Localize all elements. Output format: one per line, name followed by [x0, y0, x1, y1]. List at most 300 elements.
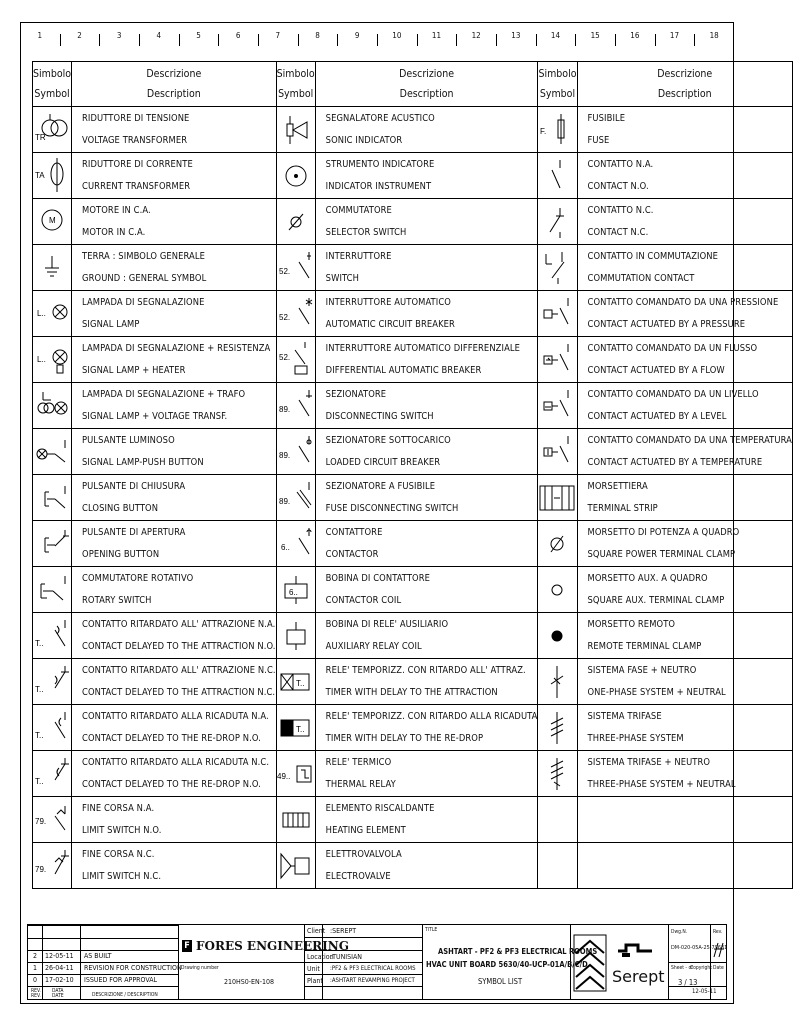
- ruler-number: 5: [196, 31, 201, 40]
- revision-date: 12-05-11: [45, 952, 74, 960]
- symbol-cell: [276, 337, 315, 383]
- header-description: Descrizione Description: [72, 62, 277, 107]
- title-block: [27, 924, 727, 1000]
- ruler-number: 10: [392, 31, 402, 40]
- description-cell: [577, 797, 792, 843]
- symbol-code-label: F.: [540, 126, 547, 136]
- symbol-cell: [276, 751, 315, 797]
- pressure-contact-icon: [538, 294, 576, 334]
- symbol-cell: [538, 337, 577, 383]
- description-italian: CONTATTO RITARDATO ALL' ATTRAZIONE N.A.: [82, 618, 276, 630]
- description-english: TIMER WITH DELAY TO THE ATTRACTION: [325, 686, 498, 698]
- revision-date: 26-04-11: [45, 964, 74, 972]
- fuse-disconnector-icon: [277, 478, 315, 518]
- description-english: INDICATOR INSTRUMENT: [325, 180, 432, 192]
- description-english: LOADED CIRCUIT BREAKER: [325, 456, 441, 468]
- ruler-number: 18: [709, 31, 719, 40]
- description-italian: TERRA : SIMBOLO GENERALE: [82, 250, 206, 262]
- column-ruler: [20, 30, 734, 46]
- description-italian: INTERRUTTORE AUTOMATICO: [325, 296, 451, 308]
- rev-label: Rev.: [713, 929, 723, 935]
- ruler-number: 12: [471, 31, 481, 40]
- company-logo-icon: F: [182, 940, 192, 952]
- circuit-breaker-icon: [277, 294, 315, 334]
- symbol-cell: [33, 521, 72, 567]
- symbol-cell: [538, 383, 577, 429]
- header-symbol: Simbolo Symbol: [33, 62, 72, 107]
- revision-rev: 2: [33, 952, 38, 960]
- description-english: CONTACT DELAYED TO THE RE-DROP N.O.: [82, 778, 261, 790]
- contact-no-icon: [538, 156, 576, 196]
- description-cell: [72, 521, 277, 567]
- ruler-tick: [655, 34, 656, 46]
- ruler-number: 9: [354, 31, 360, 40]
- client-label: Client: [307, 927, 326, 935]
- terminal-strip-icon: [538, 478, 576, 518]
- description-english: THREE-PHASE SYSTEM + NEUTRAL: [587, 778, 736, 790]
- description-english: [588, 866, 792, 888]
- commutation-contact-icon: [538, 248, 576, 288]
- ruler-tick: [377, 34, 378, 46]
- dwg-number: DM-020-05A-25-79631: [671, 945, 728, 951]
- description-cell: [577, 337, 792, 383]
- date-label: Date: [713, 965, 724, 971]
- switch-icon: [277, 248, 315, 288]
- limit-switch-no-icon: [33, 800, 71, 840]
- revision-rev: 0: [33, 976, 38, 984]
- load-break-switch-icon: [277, 432, 315, 472]
- description-italian: CONTATTO COMANDATO DA UNA PRESSIONE: [587, 296, 779, 308]
- symbol-code-label: 79.: [35, 864, 47, 874]
- description-english: CONTACT DELAYED TO THE RE-DROP N.O.: [82, 732, 261, 744]
- description-english: CONTACT N.C.: [587, 226, 649, 238]
- description-italian: BOBINA DI RELE' AUSILIARIO: [325, 618, 449, 630]
- sonic-indicator-icon: [277, 110, 315, 150]
- description-italian: MORSETTO DI POTENZA A QUADRO: [587, 526, 740, 538]
- symbol-cell: [538, 291, 577, 337]
- symbol-cell: [33, 567, 72, 613]
- description-cell: [315, 751, 538, 797]
- symbol-code-label: L..: [37, 354, 46, 364]
- signal-lamp-transformer-icon: [33, 386, 71, 426]
- table-row: [33, 429, 793, 475]
- symbol-cell: [538, 153, 577, 199]
- description-cell: [315, 429, 538, 475]
- description-english: OPENING BUTTON: [82, 548, 160, 560]
- client-value: :SEREPT: [330, 927, 357, 935]
- description-italian: CONTATTO COMANDATO DA UNA TEMPERATURA: [587, 434, 792, 446]
- revision-marks-icon: [712, 939, 726, 959]
- symbol-code-label: TR: [35, 132, 46, 142]
- description-italian: CONTATTO N.A.: [587, 158, 654, 170]
- description-cell: [315, 337, 538, 383]
- description-cell: [315, 567, 538, 613]
- description-italian: SISTEMA TRIFASE: [587, 710, 662, 722]
- symbol-cell: [538, 107, 577, 153]
- description-english: CONTACT ACTUATED BY A TEMPERATURE: [587, 456, 763, 468]
- serept-logo-icon: [616, 937, 656, 959]
- symbol-cell: [538, 521, 577, 567]
- description-english: CONTACT N.O.: [587, 180, 649, 192]
- table-row: [33, 567, 793, 613]
- table-header-row: [33, 62, 793, 107]
- description-cell: [315, 245, 538, 291]
- description-italian: MORSETTO REMOTO: [587, 618, 676, 630]
- description-cell: [577, 659, 792, 705]
- ruler-number: 15: [590, 31, 600, 40]
- description-english: LIMIT SWITCH N.O.: [82, 824, 162, 836]
- description-italian: RELE' TEMPORIZZ. CON RITARDO ALLA RICADUTA: [325, 710, 538, 722]
- symbol-cell: [538, 199, 577, 245]
- description-english: SQUARE POWER TERMINAL CLAMP: [587, 548, 736, 560]
- description-italian: COMMUTATORE ROTATIVO: [82, 572, 194, 584]
- title-line-1: ASHTART - PF2 & PF3 ELECTRICAL ROOMS: [438, 947, 598, 956]
- symbol-cell: [33, 107, 72, 153]
- serept-emblem-icon: [572, 933, 608, 993]
- description-italian: LAMPADA DI SEGNALAZIONE + RESISTENZA: [82, 342, 271, 354]
- symbol-code-label: T..: [35, 684, 44, 694]
- description-cell: [315, 383, 538, 429]
- description-italian: MORSETTIERA: [587, 480, 648, 492]
- selector-switch-icon: [277, 202, 315, 242]
- location-label: Location: [307, 953, 334, 961]
- description-italian: LAMPADA DI SEGNALAZIONE: [82, 296, 205, 308]
- symbol-table: [32, 61, 793, 889]
- description-italian: SEGNALATORE ACUSTICO: [325, 112, 435, 124]
- description-italian: CONTATTO IN COMMUTAZIONE: [587, 250, 719, 262]
- description-cell: [72, 383, 277, 429]
- ground-icon: [33, 248, 71, 288]
- symbol-cell: [538, 245, 577, 291]
- symbol-cell: [33, 751, 72, 797]
- temperature-contact-icon: [538, 432, 576, 472]
- contact-nc-icon: [538, 202, 576, 242]
- description-italian: ELETTROVALVOLA: [325, 848, 402, 860]
- description-english: ONE-PHASE SYSTEM + NEUTRAL: [587, 686, 726, 698]
- header-description: Descrizione Description: [577, 62, 792, 107]
- ruler-number: 16: [630, 31, 640, 40]
- symbol-cell: [276, 107, 315, 153]
- description-english: SELECTOR SWITCH: [325, 226, 407, 238]
- description-italian: INTERRUTTORE: [325, 250, 392, 262]
- symbol-code-label: 52.: [278, 352, 290, 362]
- description-english: CONTACT ACTUATED BY A PRESSURE: [587, 318, 746, 330]
- revision-desc: AS BUILT: [84, 952, 112, 960]
- table-row: [33, 245, 793, 291]
- three-phase-icon: [538, 708, 576, 748]
- ruler-number: 17: [669, 31, 680, 40]
- description-english: SIGNAL LAMP + HEATER: [82, 364, 186, 376]
- delayed-nc-icon: [33, 662, 71, 702]
- symbol-code-label: T..: [35, 776, 44, 786]
- table-row: [33, 153, 793, 199]
- description-italian: LAMPADA DI SEGNALAZIONE + TRAFO: [82, 388, 246, 400]
- plant-value: :ASHTART REVAMPING PROJECT: [330, 977, 415, 984]
- symbol-cell: [33, 337, 72, 383]
- delayed-no-icon: [33, 616, 71, 656]
- symbol-cell: [33, 797, 72, 843]
- symbol-code-label: L..: [37, 308, 46, 318]
- ruler-number: 6: [235, 31, 241, 40]
- symbol-code-label: T..: [35, 638, 44, 648]
- plant-label: Plant: [307, 977, 323, 985]
- symbol-cell: [276, 521, 315, 567]
- revision-desc: REVISION FOR CONSTRUCTION: [84, 964, 182, 972]
- description-english: ROTARY SWITCH: [82, 594, 152, 606]
- symbol-cell: [538, 475, 577, 521]
- date-header: DATA DATE: [52, 988, 64, 999]
- symbol-cell: [33, 843, 72, 889]
- symbol-code-label: 52.: [278, 266, 290, 276]
- contactor-icon: [277, 524, 315, 564]
- sheet-label: Sheet - of: [671, 965, 693, 971]
- header-symbol: Simbolo Symbol: [538, 62, 577, 107]
- description-cell: [72, 843, 277, 889]
- description-cell: [577, 383, 792, 429]
- description-italian: CONTATTO RITARDATO ALLA RICADUTA N.C.: [82, 756, 270, 768]
- description-italian: ELEMENTO RISCALDANTE: [325, 802, 435, 814]
- description-italian: CONTATTO COMANDATO DA UN LIVELLO: [587, 388, 759, 400]
- description-english: CONTACT DELAYED TO THE ATTRACTION N.C.: [82, 686, 276, 698]
- title-line-3: SYMBOL LIST: [478, 977, 523, 986]
- ruler-number: 8: [315, 31, 320, 40]
- aux-terminal-icon: [538, 570, 576, 610]
- symbol-cell: [538, 705, 577, 751]
- lamp-push-button-icon: [33, 432, 71, 472]
- symbol-cell: [276, 705, 315, 751]
- description-italian: BOBINA DI CONTATTORE: [325, 572, 431, 584]
- description-italian: RELE' TERMICO: [325, 756, 392, 768]
- drawing-number: 210HS0-EN-108: [224, 978, 275, 986]
- description-italian: SISTEMA FASE + NEUTRO: [587, 664, 697, 676]
- description-cell: [315, 705, 538, 751]
- table-row: [33, 337, 793, 383]
- signal-lamp-icon: [33, 294, 71, 334]
- symbol-cell: [33, 429, 72, 475]
- description-cell: [72, 659, 277, 705]
- ruler-tick: [99, 34, 100, 46]
- table-row: [33, 107, 793, 153]
- description-english: SIGNAL LAMP-PUSH BUTTON: [82, 456, 204, 468]
- three-phase-neutral-icon: [538, 754, 576, 794]
- voltage-transformer-icon: [33, 110, 71, 150]
- description-cell: [72, 153, 277, 199]
- description-cell: [577, 751, 792, 797]
- description-italian: FUSIBILE: [587, 112, 626, 124]
- signal-lamp-heater-icon: [33, 340, 71, 380]
- header-description: Descrizione Description: [315, 62, 538, 107]
- dwg-label: Dwg.N.: [671, 929, 688, 935]
- ruler-number: 14: [550, 31, 561, 40]
- level-contact-icon: [538, 386, 576, 426]
- symbol-cell: [33, 199, 72, 245]
- symbol-cell: [276, 659, 315, 705]
- description-cell: [72, 751, 277, 797]
- ruler-tick: [694, 34, 695, 46]
- symbol-cell: [33, 705, 72, 751]
- symbol-code-label: 89.: [278, 496, 290, 506]
- description-italian: FINE CORSA N.C.: [82, 848, 155, 860]
- ruler-tick: [60, 34, 61, 46]
- ruler-tick: [139, 34, 140, 46]
- description-cell: [577, 521, 792, 567]
- current-transformer-icon: [33, 156, 71, 196]
- symbol-cell: [538, 659, 577, 705]
- description-english: SONIC INDICATOR: [325, 134, 403, 146]
- description-english: HEATING ELEMENT: [325, 824, 406, 836]
- description-cell: [72, 199, 277, 245]
- description-cell: [315, 291, 538, 337]
- ruler-number: 3: [116, 31, 122, 40]
- description-cell: [72, 337, 277, 383]
- location-value: :TUNISIAN: [330, 953, 363, 961]
- description-english: CONTACT ACTUATED BY A LEVEL: [587, 410, 727, 422]
- symbol-cell: [276, 843, 315, 889]
- ruler-tick: [496, 34, 497, 46]
- symbol-code-label: 89.: [278, 404, 290, 414]
- title-line-2: HVAC UNIT BOARD 5630/40-UCP-01A/B/C/D: [426, 960, 588, 969]
- description-italian: PULSANTE DI APERTURA: [82, 526, 186, 538]
- symbol-code-label: 52.: [278, 312, 290, 322]
- ruler-tick: [615, 34, 616, 46]
- description-english: SIGNAL LAMP: [82, 318, 140, 330]
- description-italian: [588, 798, 792, 820]
- revision-date: 17-02-10: [45, 976, 74, 984]
- description-cell: [577, 245, 792, 291]
- ruler-number: 13: [511, 31, 521, 40]
- table-row: [33, 291, 793, 337]
- description-cell: [72, 291, 277, 337]
- description-cell: [72, 475, 277, 521]
- symbol-cell: [33, 613, 72, 659]
- symbol-code-label: T..: [295, 724, 305, 734]
- symbol-cell: [33, 659, 72, 705]
- description-italian: SEZIONATORE: [325, 388, 387, 400]
- description-cell: [315, 659, 538, 705]
- symbol-cell: [276, 245, 315, 291]
- description-english: AUXILIARY RELAY COIL: [325, 640, 422, 652]
- symbol-cell: [276, 475, 315, 521]
- description-english: CONTACT DELAYED TO THE ATTRACTION N.O.: [82, 640, 276, 652]
- description-italian: SEZIONATORE SOTTOCARICO: [325, 434, 451, 446]
- description-cell: [577, 107, 792, 153]
- revision-desc: ISSUED FOR APPROVAL: [84, 976, 158, 984]
- description-english: CONTACT ACTUATED BY A FLOW: [587, 364, 725, 376]
- ruler-tick: [575, 34, 576, 46]
- ruler-tick: [298, 34, 299, 46]
- description-italian: CONTATTO N.C.: [587, 204, 654, 216]
- description-cell: [315, 475, 538, 521]
- ruler-tick: [337, 34, 338, 46]
- description-italian: CONTATTO COMANDATO DA UN FLUSSO: [587, 342, 758, 354]
- relay-coil-icon: [277, 616, 315, 656]
- drop-delayed-nc-icon: [33, 754, 71, 794]
- table-row: [33, 843, 793, 889]
- symbol-cell: [538, 751, 577, 797]
- company-name: FORES ENGINEERING: [196, 939, 349, 953]
- description-english: MOTOR IN C.A.: [82, 226, 146, 238]
- description-cell: [577, 291, 792, 337]
- symbol-code-label: TA: [35, 170, 45, 180]
- rotary-switch-icon: [33, 570, 71, 610]
- closing-button-icon: [33, 478, 71, 518]
- description-cell: [315, 613, 538, 659]
- symbol-cell: [276, 291, 315, 337]
- description-english: FUSE: [587, 134, 610, 146]
- description-italian: SEZIONATORE A FUSIBILE: [325, 480, 436, 492]
- description-cell: [72, 107, 277, 153]
- description-italian: PULSANTE LUMINOSO: [82, 434, 175, 446]
- ruler-tick: [258, 34, 259, 46]
- symbol-code-label: 79.: [35, 816, 47, 826]
- symbol-code-label: 49..: [276, 771, 290, 781]
- description-cell: [315, 107, 538, 153]
- description-english: DISCONNECTING SWITCH: [325, 410, 434, 422]
- symbol-cell: [538, 613, 577, 659]
- unit-value: :PF2 & PF3 ELECTRICAL ROOMS: [330, 965, 416, 972]
- description-cell: [72, 567, 277, 613]
- symbol-cell: [276, 797, 315, 843]
- description-english: TIMER WITH DELAY TO THE RE-DROP: [325, 732, 484, 744]
- desc-header: DESCRIZIONE / DESCRIPTION: [92, 992, 158, 998]
- description-cell: [315, 521, 538, 567]
- description-cell: [577, 153, 792, 199]
- symbol-cell: [33, 153, 72, 199]
- description-cell: [315, 843, 538, 889]
- sheet-value: 3 / 13: [678, 978, 698, 987]
- disconnecting-switch-icon: [277, 386, 315, 426]
- heating-element-icon: [277, 800, 315, 840]
- description-italian: RIDUTTORE DI TENSIONE: [82, 112, 190, 124]
- power-terminal-icon: [538, 524, 576, 564]
- description-cell: [72, 797, 277, 843]
- ruler-number: 2: [77, 31, 82, 40]
- description-english: SQUARE AUX. TERMINAL CLAMP: [587, 594, 725, 606]
- table-row: [33, 705, 793, 751]
- copyright-label: Copyright: [690, 965, 712, 971]
- flow-contact-icon: [538, 340, 576, 380]
- table-row: [33, 797, 793, 843]
- description-cell: [72, 613, 277, 659]
- description-english: THREE-PHASE SYSTEM: [587, 732, 684, 744]
- symbol-cell: [538, 843, 577, 889]
- differential-breaker-icon: [277, 340, 315, 380]
- remote-terminal-icon: [538, 616, 576, 656]
- ruler-tick: [536, 34, 537, 46]
- limit-switch-nc-icon: [33, 846, 71, 886]
- description-english: [588, 820, 792, 842]
- symbol-cell: [276, 567, 315, 613]
- drop-delayed-no-icon: [33, 708, 71, 748]
- description-english: CURRENT TRANSFORMER: [82, 180, 191, 192]
- symbol-code-label: T..: [295, 678, 305, 688]
- description-english: SWITCH: [325, 272, 360, 284]
- opening-button-icon: [33, 524, 71, 564]
- description-italian: [588, 844, 792, 866]
- symbol-code-label: 89.: [278, 450, 290, 460]
- thermal-relay-icon: [277, 754, 315, 794]
- ruler-number: 1: [37, 31, 43, 40]
- description-italian: RELE' TEMPORIZZ. CON RITARDO ALL' ATTRAZ.: [325, 664, 526, 676]
- symbol-cell: [276, 613, 315, 659]
- description-cell: [72, 245, 277, 291]
- description-english: ELECTROVALVE: [325, 870, 391, 882]
- description-italian: MORSETTO AUX. A QUADRO: [587, 572, 708, 584]
- symbol-cell: [276, 383, 315, 429]
- table-row: [33, 659, 793, 705]
- description-italian: CONTATTORE: [325, 526, 383, 538]
- ruler-tick: [417, 34, 418, 46]
